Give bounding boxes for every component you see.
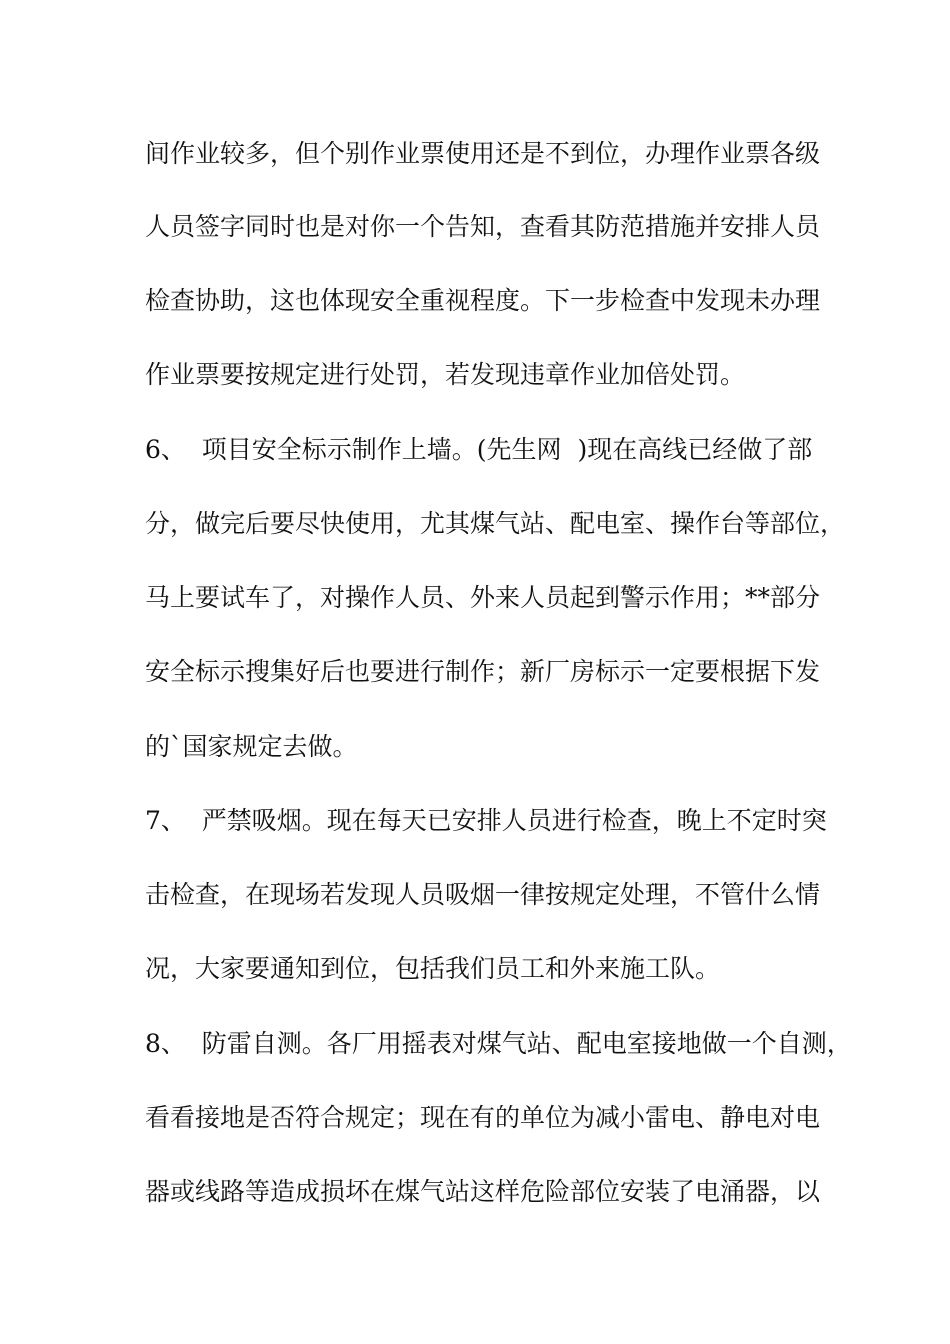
text-line: 况，大家要通知到位，包括我们员工和外来施工队。 [145,954,721,983]
text-line: 人员签字同时也是对你一个告知，查看其防范措施并安排人员 [145,212,821,241]
text-line: 作业票要按规定进行处罚，若发现违章作业加倍处罚。 [145,360,746,389]
text-line: 器或线路等造成损坏在煤气站这样危险部位安装了电涌器，以 [145,1177,821,1206]
text-line: 6、 项目安全标示制作上墙。(先生网 )现在高线已经做了部 [145,435,813,464]
text-line: 安全标示搜集好后也要进行制作；新厂房标示一定要根据下发 [145,657,821,686]
text-line: 马上要试车了，对操作人员、外来人员起到警示作用；**部分 [145,583,821,612]
text-line: 击检查，在现场若发现人员吸烟一律按规定处理，不管什么情 [145,880,821,909]
text-line: 分，做完后要尽快使用，尤其煤气站、配电室、操作台等部位， [145,509,846,538]
text-line: 看看接地是否符合规定；现在有的单位为减小雷电、静电对电 [145,1103,821,1132]
text-line: 7、 严禁吸烟。现在每天已安排人员进行检查，晚上不定时突 [145,806,827,835]
text-line: 8、 防雷自测。各厂用摇表对煤气站、配电室接地做一个自测， [145,1029,852,1058]
text-line: 检查协助，这也体现安全重视程度。下一步检查中发现未办理 [145,286,821,315]
text-line: 间作业较多，但个别作业票使用还是不到位，办理作业票各级 [145,139,821,168]
text-line: 的`国家规定去做。 [145,732,358,761]
